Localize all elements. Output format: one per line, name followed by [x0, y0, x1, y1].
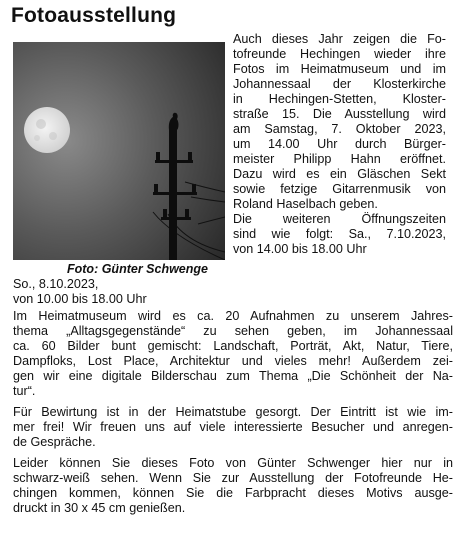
- body-text-line: schwarz-weiß sehen. Wenn Sie zur Ausstellung der Fotofreunde He-: [13, 471, 453, 485]
- body-text-line: am Samstag, 7. Oktober 2023,: [233, 122, 446, 136]
- body-text-line: Leider können Sie dieses Foto von Günter Schwenger hier nur in: [13, 456, 453, 470]
- body-text-line: tur“.: [13, 384, 36, 398]
- body-text-line: Die weiteren Öffnungszeiten: [233, 212, 446, 226]
- body-text-line: von 10.00 bis 18.00 Uhr: [13, 292, 147, 306]
- body-text-line: sind wie folgt: Sa., 7.10.2023,: [233, 227, 446, 241]
- body-text-line: tofreunde Hechingen wieder ihre: [233, 47, 446, 61]
- body-text-line: in Hechingen-Stetten, Kloster-: [233, 92, 446, 106]
- body-text-line: von 14.00 bis 18.00 Uhr: [233, 242, 367, 256]
- body-text-line: thema „Alltagsgegenstände“ zu sehen geben, im Johannessaal: [13, 324, 453, 338]
- body-text-line: Dampfloks, Lost Place, Architektur und vieles mehr! Außerdem zei-: [13, 354, 453, 368]
- body-text-line: sowie fetzige Gitarrenmusik von: [233, 182, 446, 196]
- body-text-line: Im Heimatmuseum wird es ca. 20 Aufnahmen zu unserem Jahres-: [13, 309, 453, 323]
- photo-caption: Foto: Günter Schwenge: [67, 262, 208, 276]
- body-text-line: So., 8.10.2023,: [13, 277, 99, 291]
- body-text-line: Johannessaal der Klosterkirche: [233, 77, 446, 91]
- body-text-line: gen wir eine digitale Bilderschau zum Thema „Die Schönheit der Na-: [13, 369, 453, 383]
- body-text-line: chingen kommen, können Sie die Farbpracht dieses Motivs ausge-: [13, 486, 453, 500]
- body-text-line: Für Bewirtung ist in der Heimatstube gesorgt. Der Eintritt ist wie im-: [13, 405, 453, 419]
- body-text-line: ca. 60 Bilder bunt gemischt: Landschaft, Porträt, Akt, Natur, Tiere,: [13, 339, 453, 353]
- body-text-line: straße 15. Die Ausstellung wird: [233, 107, 446, 121]
- body-text-line: Roland Haselbach geben.: [233, 197, 378, 211]
- body-text-line: Auch dieses Jahr zeigen die Fo-: [233, 32, 446, 46]
- body-text-line: Dazu wird es ein Gläschen Sekt: [233, 167, 446, 181]
- body-text-line: um 14.00 Uhr durch Bürger-: [233, 137, 446, 151]
- body-text-line: Fotos im Heimatmuseum und im: [233, 62, 446, 76]
- article-photo: [13, 42, 225, 260]
- body-text-line: meister Philipp Hahn eröffnet.: [233, 152, 446, 166]
- body-text-line: mer frei! Wir freuen uns auf viele interessierte Besucher und anregen-: [13, 420, 453, 434]
- body-text-line: druckt in 30 x 45 cm genießen.: [13, 501, 186, 515]
- article-title: Fotoausstellung: [11, 4, 177, 27]
- body-text-line: de Gespräche.: [13, 435, 96, 449]
